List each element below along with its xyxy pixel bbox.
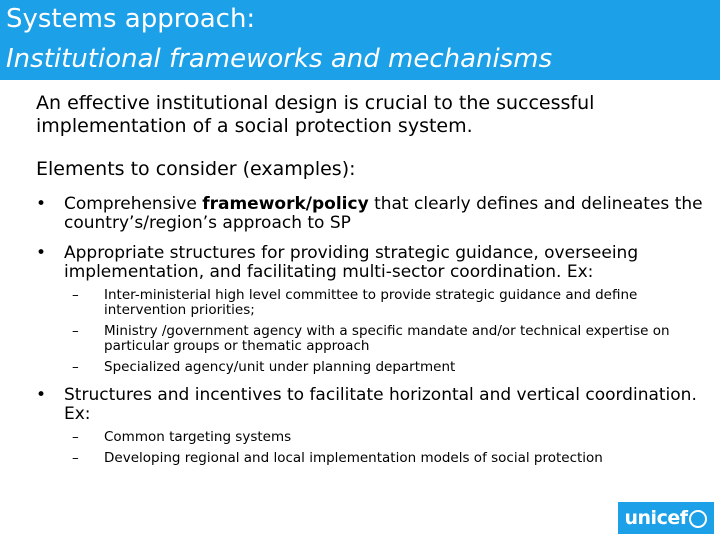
bullet-text: Structures and incentives to facilitate horizontal and vertical coordination. Ex: xyxy=(64,385,697,424)
sub-item xyxy=(72,430,706,445)
dash-icon: – xyxy=(72,359,79,375)
bullet-item xyxy=(36,386,706,466)
sub-item-text: Developing regional and local implementation models of social protection xyxy=(104,450,603,466)
sub-item-text: Common targeting systems xyxy=(104,429,292,445)
slide-title: Systems approach: xyxy=(6,4,256,34)
elements-heading: Elements to consider (examples): xyxy=(36,158,356,180)
sub-list xyxy=(64,430,706,466)
bullet-text-suffix: that clearly defines and delineates the country’s/region’s approach to SP xyxy=(64,194,703,233)
sub-item xyxy=(72,360,706,375)
bullet-item xyxy=(36,244,706,375)
sub-item-text: Ministry /government agency with a specific mandate and/or technical expertise on particular groups or thematic approach xyxy=(104,323,670,354)
bullet-icon: • xyxy=(36,243,47,263)
intro-paragraph: An effective institutional design is crucial to the successful implementation of a social protection system. xyxy=(36,92,595,137)
slide-subtitle: Institutional frameworks and mechanisms xyxy=(6,44,553,74)
bullet-icon: • xyxy=(36,385,47,405)
dash-icon: – xyxy=(72,287,79,303)
sub-item-text: Specialized agency/unit under planning department xyxy=(104,359,456,375)
dash-icon: – xyxy=(72,450,79,466)
dash-icon: – xyxy=(72,429,79,445)
unicef-logo xyxy=(618,502,714,534)
sub-item xyxy=(72,288,706,318)
bullet-icon: • xyxy=(36,194,47,214)
slide-body xyxy=(36,92,706,477)
bullet-text-bold: framework/policy xyxy=(202,194,369,214)
dash-icon: – xyxy=(72,323,79,339)
bullet-list xyxy=(36,195,706,466)
sub-list xyxy=(64,288,706,375)
bullet-text-prefix: Comprehensive xyxy=(64,194,203,214)
sub-item xyxy=(72,451,706,466)
sub-item xyxy=(72,324,706,354)
title-bar xyxy=(0,0,720,80)
bullet-item xyxy=(36,195,706,233)
logo-text: unicef xyxy=(624,507,688,529)
sub-item-text: Inter-ministerial high level committee to provide strategic guidance and define intervention priorities; xyxy=(104,287,638,318)
bullet-text: Appropriate structures for providing strategic guidance, overseeing implementation, and facilitating multi-sector coordination. Ex: xyxy=(64,243,639,282)
globe-icon xyxy=(689,510,707,528)
